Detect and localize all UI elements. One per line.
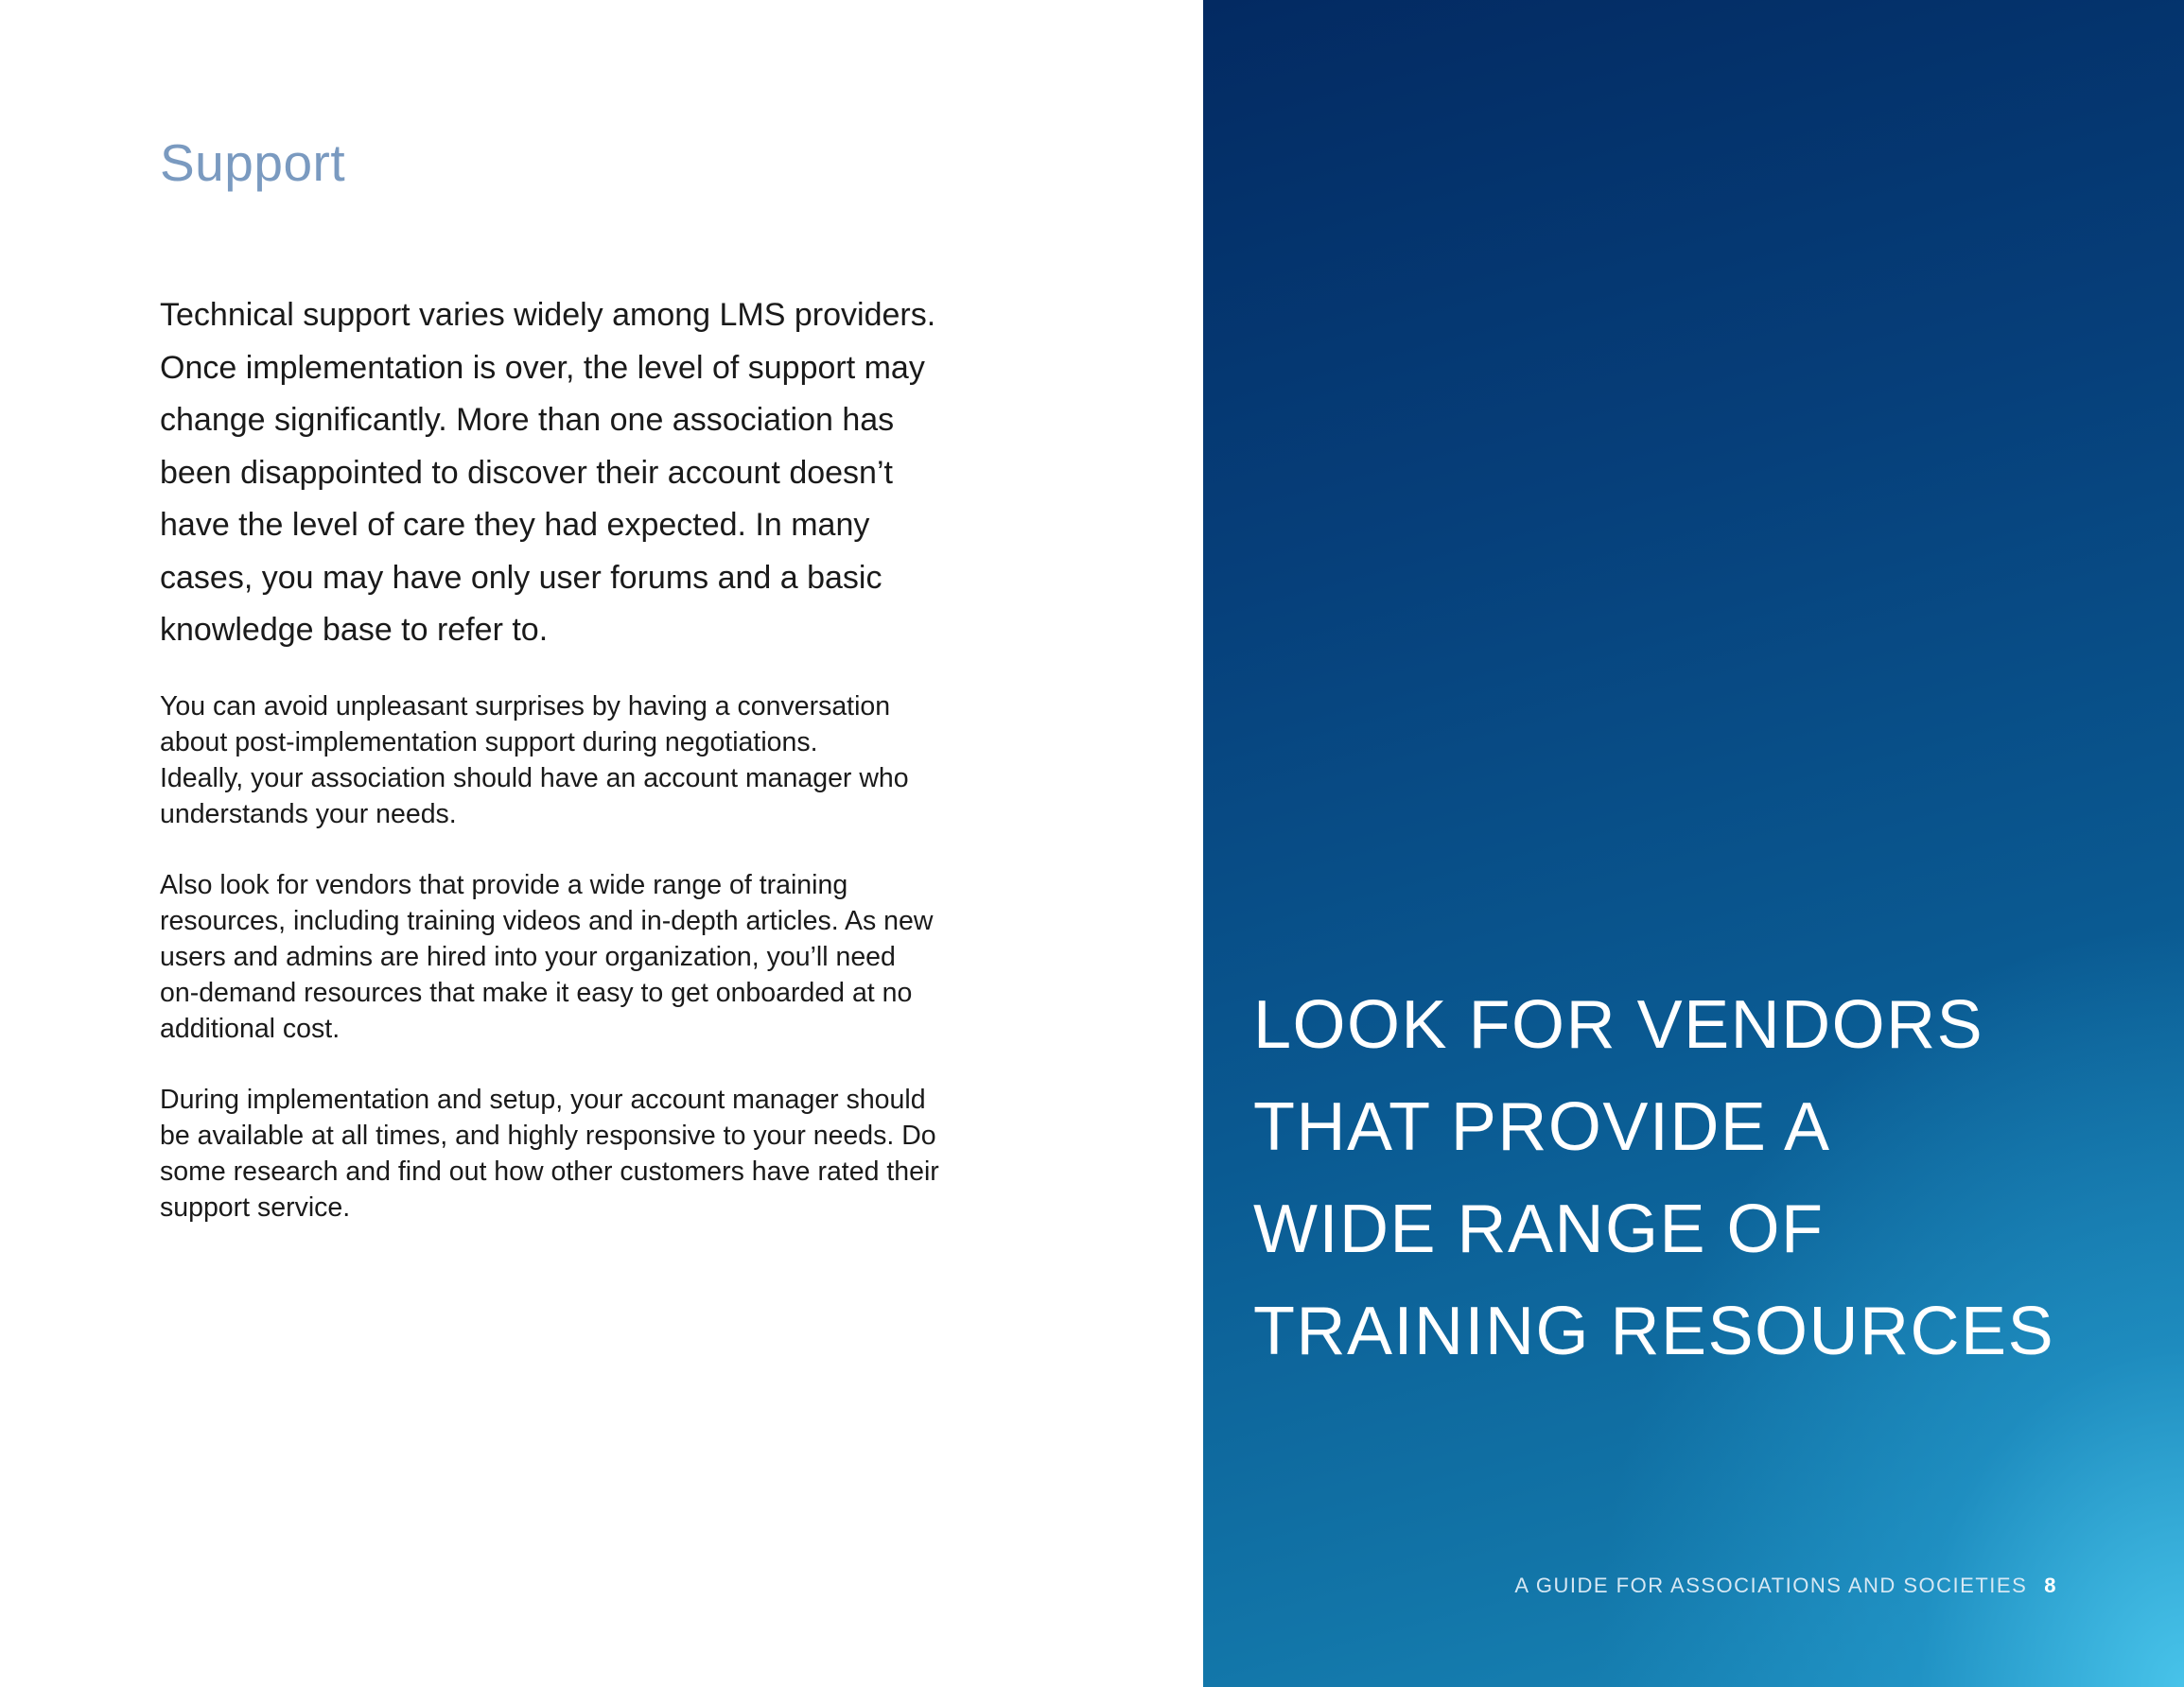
section-title: Support [160, 133, 346, 192]
body-line: support service. [160, 1192, 351, 1223]
body-line: understands your needs. [160, 799, 457, 829]
lead-line: Technical support varies widely among LMS providers. [160, 297, 936, 333]
page-footer [1514, 1574, 2057, 1598]
lead-line: change significantly. More than one association has [160, 402, 895, 438]
body-line: Also look for vendors that provide a wide range of training [160, 870, 848, 900]
body-line: be available at all times, and highly responsive to your needs. Do [160, 1121, 936, 1151]
page-number: 8 [2044, 1574, 2057, 1597]
pull-quote [1253, 974, 2054, 1383]
pull-quote-line: THAT PROVIDE A [1253, 1089, 1831, 1165]
lead-line: have the level of care they had expected. In many [160, 507, 870, 543]
pull-quote-line: TRAINING RESOURCES [1253, 1294, 2055, 1369]
body-line: resources, including training videos and in-depth articles. As new [160, 906, 934, 936]
body-line: Ideally, your association should have an account manager who [160, 763, 909, 793]
lead-paragraph [160, 289, 1087, 657]
pull-quote-line: LOOK FOR VENDORS [1253, 987, 1984, 1063]
body-line: users and admins are hired into your organization, you’ll need [160, 942, 896, 972]
body-line: some research and find out how other customers have rated their [160, 1157, 939, 1187]
body-paragraph-implementation [160, 1082, 1087, 1226]
lead-line: knowledge base to refer to. [160, 612, 549, 648]
body-line: During implementation and setup, your account manager should [160, 1085, 926, 1115]
body-line: on-demand resources that make it easy to get onboarded at no [160, 978, 913, 1008]
body-line: about post-implementation support during negotiations. [160, 727, 818, 757]
body-line: You can avoid unpleasant surprises by having a conversation [160, 691, 891, 722]
body-paragraph-training-resources [160, 867, 1087, 1047]
lead-line: been disappointed to discover their account doesn’t [160, 454, 893, 491]
footer-guide-title: A GUIDE FOR ASSOCIATIONS AND SOCIETIES [1514, 1574, 2028, 1597]
body-paragraph-negotiations [160, 688, 1087, 832]
pull-quote-line: WIDE RANGE OF [1253, 1191, 1825, 1267]
body-line: additional cost. [160, 1014, 341, 1044]
lead-line: cases, you may have only user forums and a basic [160, 559, 882, 596]
right-gradient-panel [1203, 0, 2184, 1687]
lead-line: Once implementation is over, the level of support may [160, 349, 925, 386]
